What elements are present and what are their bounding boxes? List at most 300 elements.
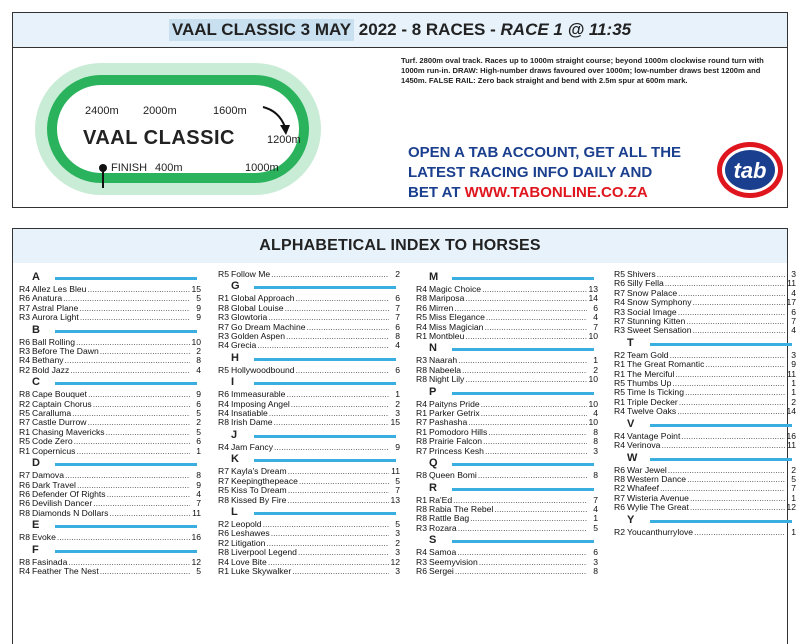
section-header bbox=[218, 452, 400, 467]
section-letter: D bbox=[32, 457, 40, 470]
race-number: R1 bbox=[416, 331, 427, 342]
section-letter: A bbox=[32, 271, 40, 283]
saddle-number: 11 bbox=[787, 278, 796, 289]
race-number: R3 bbox=[614, 306, 625, 317]
saddle-number: 9 bbox=[196, 389, 201, 400]
horse-name: Sergei bbox=[429, 565, 454, 576]
dot-leader bbox=[79, 304, 190, 313]
race-number: R4 bbox=[614, 297, 625, 308]
race-number: R6 bbox=[218, 389, 229, 400]
saddle-number: 10 bbox=[588, 398, 598, 409]
section-divider bbox=[254, 382, 396, 385]
index-column-4 bbox=[614, 270, 796, 537]
saddle-number: 9 bbox=[196, 302, 201, 313]
horse-name: Castle Durrow bbox=[32, 417, 87, 428]
saddle-number: 16 bbox=[786, 430, 796, 441]
saddle-number: 13 bbox=[390, 494, 400, 505]
saddle-number: 7 bbox=[395, 485, 400, 496]
dot-leader bbox=[298, 548, 389, 557]
dot-leader bbox=[70, 366, 190, 375]
race-number: R3 bbox=[416, 355, 427, 366]
horse-name: Social Image bbox=[627, 306, 677, 317]
saddle-number: 4 bbox=[593, 408, 598, 419]
dot-leader bbox=[657, 270, 785, 279]
dot-leader bbox=[87, 285, 190, 294]
promo-bet-at: BET AT bbox=[408, 184, 461, 201]
horse-name: Seemyvision bbox=[429, 556, 478, 567]
finish-marker: FINISH bbox=[111, 162, 148, 174]
race-number: R6 bbox=[19, 498, 30, 509]
race-number: R7 bbox=[416, 445, 427, 456]
race-number: R4 bbox=[416, 398, 427, 409]
horse-entry bbox=[218, 366, 400, 375]
dot-leader bbox=[274, 443, 389, 452]
horse-name: Naarah bbox=[429, 355, 458, 366]
horse-name: Insatiable bbox=[231, 408, 268, 419]
race-number: R5 bbox=[218, 485, 229, 496]
horse-name: Bold Jazz bbox=[32, 364, 70, 375]
race-number: R2 bbox=[614, 526, 625, 537]
saddle-number: 3 bbox=[791, 349, 796, 360]
section-header bbox=[416, 385, 598, 400]
horse-name: Liverpool Legend bbox=[231, 547, 297, 558]
race-number: R4 bbox=[614, 406, 625, 417]
horse-name: Hollywoodbound bbox=[231, 364, 295, 375]
dot-leader bbox=[465, 332, 587, 341]
dot-leader bbox=[287, 496, 389, 505]
race-number: R3 bbox=[19, 346, 30, 357]
horse-name: Ra'Ed bbox=[429, 494, 453, 505]
section-header bbox=[19, 323, 201, 338]
saddle-number: 2 bbox=[791, 396, 796, 407]
saddle-number: 8 bbox=[593, 436, 598, 447]
saddle-number: 6 bbox=[196, 398, 201, 409]
dot-leader bbox=[286, 390, 389, 399]
race-number: R5 bbox=[19, 408, 30, 419]
dot-leader bbox=[271, 529, 389, 538]
section-header bbox=[218, 351, 400, 366]
race-number: R2 bbox=[218, 537, 229, 548]
race-number: R8 bbox=[218, 547, 229, 558]
section-letter: H bbox=[231, 351, 239, 364]
dot-leader bbox=[685, 388, 785, 397]
horse-name: Devilish Dancer bbox=[32, 498, 93, 509]
saddle-number: 7 bbox=[395, 312, 400, 323]
promo-line-1: OPEN A TAB ACCOUNT, GET ALL THE bbox=[408, 144, 682, 161]
section-letter: J bbox=[231, 428, 238, 441]
distance-marker-1200: 1200m bbox=[267, 134, 301, 146]
section-header bbox=[614, 336, 796, 351]
dot-leader bbox=[291, 400, 389, 409]
horse-entry bbox=[218, 341, 400, 350]
race-number: R6 bbox=[19, 488, 30, 499]
horse-name: Pomodoro Hills bbox=[429, 426, 488, 437]
horse-name: Thumbs Up bbox=[627, 378, 672, 389]
index-title: ALPHABETICAL INDEX TO HORSES bbox=[13, 229, 787, 263]
saddle-number: 3 bbox=[791, 269, 796, 279]
saddle-number: 8 bbox=[593, 565, 598, 576]
dot-leader bbox=[63, 294, 190, 303]
horse-name: Kiss To Dream bbox=[231, 485, 287, 496]
horse-name: Snow Palace bbox=[627, 287, 678, 298]
horse-entry bbox=[218, 443, 400, 452]
dot-leader bbox=[478, 471, 587, 480]
distance-marker-1000: 1000m bbox=[245, 162, 279, 174]
promo-url-link[interactable]: WWW.TABONLINE.CO.ZA bbox=[464, 184, 648, 201]
section-divider bbox=[55, 330, 197, 333]
race-number: R8 bbox=[19, 507, 30, 518]
race-number: R1 bbox=[614, 396, 625, 407]
horse-name: Irish Dame bbox=[231, 417, 273, 428]
race-number: R8 bbox=[416, 364, 427, 375]
svg-text:tab: tab bbox=[733, 158, 767, 183]
dot-leader bbox=[693, 326, 786, 335]
horse-entry bbox=[614, 503, 796, 512]
dot-leader bbox=[470, 514, 587, 523]
dot-leader bbox=[80, 313, 190, 322]
horse-name: Verinova bbox=[627, 440, 661, 451]
race-number: R7 bbox=[614, 287, 625, 298]
dot-leader bbox=[93, 400, 190, 409]
dot-leader bbox=[693, 298, 786, 307]
saddle-number: 10 bbox=[588, 331, 598, 342]
saddle-number: 2 bbox=[196, 346, 201, 357]
saddle-number: 9 bbox=[395, 441, 400, 452]
race-number: R5 bbox=[218, 269, 229, 279]
section-header bbox=[19, 375, 201, 390]
horse-entry bbox=[19, 567, 201, 576]
dot-leader bbox=[694, 528, 785, 537]
race-number: R1 bbox=[218, 565, 229, 576]
dot-leader bbox=[72, 409, 190, 418]
section-letter: F bbox=[32, 543, 39, 556]
horse-name: Miss Magician bbox=[429, 321, 484, 332]
horse-name: The Great Romantic bbox=[627, 359, 705, 370]
dot-leader bbox=[481, 400, 587, 409]
horse-name: Kayla's Dream bbox=[231, 466, 287, 477]
horse-name: Imposing Angel bbox=[231, 398, 290, 409]
distance-marker-400: 400m bbox=[155, 162, 183, 174]
race-number: R4 bbox=[416, 547, 427, 558]
race-number: R6 bbox=[614, 464, 625, 475]
race-number: R1 bbox=[19, 426, 30, 437]
horse-name: Diamonds N Dollars bbox=[32, 507, 109, 518]
horse-name: Wylie The Great bbox=[627, 502, 689, 513]
race-number: R3 bbox=[19, 312, 30, 323]
horse-name: Defender Of Rights bbox=[32, 488, 106, 499]
horse-name: Rozara bbox=[429, 522, 457, 533]
dot-leader bbox=[678, 308, 785, 317]
section-divider bbox=[452, 392, 594, 395]
race-number: R2 bbox=[614, 483, 625, 494]
saddle-number: 1 bbox=[196, 445, 201, 456]
dot-leader bbox=[288, 467, 389, 476]
race-number: R8 bbox=[218, 417, 229, 428]
saddle-number: 1 bbox=[593, 513, 598, 524]
section-divider bbox=[452, 488, 594, 491]
race-number: R3 bbox=[218, 331, 229, 342]
track-information: Turf. 2800m oval track. Races up to 1000m straight course; beyond 1000m clockwise round turn with 1000m run-in. DRAW: High-number draws favoured over 1000m; low-number draws best 1200m and 1450m. FALSE RAIL: Zero back straight and bend with 2.5m spur at 600m mark. bbox=[401, 56, 764, 85]
race-number: R8 bbox=[416, 436, 427, 447]
dot-leader bbox=[661, 441, 785, 450]
section-letter: S bbox=[429, 534, 437, 547]
race-number: R7 bbox=[19, 302, 30, 313]
dot-leader bbox=[494, 505, 587, 514]
section-header bbox=[416, 456, 598, 471]
section-divider bbox=[55, 550, 197, 553]
horse-name: Code Zero bbox=[32, 436, 73, 447]
horse-name: Astral Plane bbox=[32, 302, 79, 313]
tab-logo bbox=[715, 140, 785, 200]
race-number: R3 bbox=[416, 556, 427, 567]
race-number: R4 bbox=[19, 565, 30, 576]
saddle-number: 4 bbox=[791, 287, 796, 298]
section-header bbox=[416, 270, 598, 285]
horse-name: Leshawes bbox=[231, 528, 270, 539]
race-number: R4 bbox=[218, 441, 229, 452]
race-number: R8 bbox=[416, 470, 427, 481]
section-divider bbox=[55, 463, 197, 466]
dot-leader bbox=[690, 494, 785, 503]
horse-name: Caralluma bbox=[32, 408, 72, 419]
horse-name: Immeasurable bbox=[231, 389, 286, 400]
dot-leader bbox=[109, 509, 190, 518]
race-number: R6 bbox=[218, 528, 229, 539]
dot-leader bbox=[296, 366, 389, 375]
horse-name: Magic Choice bbox=[429, 284, 482, 294]
section-divider bbox=[254, 358, 396, 361]
section-letter: M bbox=[429, 271, 439, 283]
saddle-number: 6 bbox=[593, 547, 598, 558]
saddle-number: 1 bbox=[395, 389, 400, 400]
race-number: R6 bbox=[416, 565, 427, 576]
saddle-number: 5 bbox=[395, 475, 400, 486]
horse-name: Rabia The Rebel bbox=[429, 503, 494, 514]
saddle-number: 5 bbox=[791, 473, 796, 484]
section-letter: K bbox=[231, 453, 239, 466]
race-number: R4 bbox=[614, 440, 625, 451]
saddle-number: 2 bbox=[593, 364, 598, 375]
dot-leader bbox=[106, 428, 190, 437]
saddle-number: 12 bbox=[786, 502, 796, 513]
section-letter: C bbox=[32, 376, 40, 389]
horse-name: Princess Kesh bbox=[429, 445, 484, 456]
section-divider bbox=[55, 382, 197, 385]
race-number: R3 bbox=[614, 325, 625, 336]
saddle-number: 3 bbox=[593, 556, 598, 567]
saddle-number: 6 bbox=[196, 436, 201, 447]
race-number: R4 bbox=[19, 284, 30, 294]
saddle-number: 7 bbox=[196, 498, 201, 509]
saddle-number: 3 bbox=[395, 565, 400, 576]
section-letter: P bbox=[429, 385, 437, 398]
race-number: R8 bbox=[416, 293, 427, 304]
saddle-number: 4 bbox=[593, 503, 598, 514]
dot-leader bbox=[107, 490, 190, 499]
saddle-number: 3 bbox=[593, 445, 598, 456]
horse-entry bbox=[416, 471, 598, 480]
horse-name: Youcanthurrylove bbox=[627, 526, 694, 537]
saddle-number: 5 bbox=[196, 293, 201, 304]
race-number: R6 bbox=[19, 336, 30, 347]
section-letter: B bbox=[32, 323, 40, 336]
saddle-number: 1 bbox=[593, 355, 598, 366]
race-number: R2 bbox=[614, 349, 625, 360]
dot-leader bbox=[690, 503, 785, 512]
saddle-number: 17 bbox=[786, 297, 796, 308]
section-header bbox=[19, 270, 201, 285]
saddle-number: 4 bbox=[791, 325, 796, 336]
horse-name: Time Is Ticking bbox=[627, 387, 684, 398]
horse-name: Global Approach bbox=[231, 293, 295, 304]
section-header bbox=[19, 518, 201, 533]
section-divider bbox=[452, 348, 594, 351]
dot-leader bbox=[488, 428, 587, 437]
race-number: R8 bbox=[19, 556, 30, 567]
race-number: R4 bbox=[218, 556, 229, 567]
horse-name: Twelve Oaks bbox=[627, 406, 677, 417]
saddle-number: 12 bbox=[191, 556, 201, 567]
dot-leader bbox=[458, 356, 587, 365]
race-number: R4 bbox=[416, 284, 427, 294]
section-letter: T bbox=[627, 336, 634, 349]
race-number: R1 bbox=[614, 368, 625, 379]
horse-name: Global Louise bbox=[231, 302, 284, 313]
horse-name: Samoa bbox=[429, 547, 457, 558]
race-number: R1 bbox=[19, 445, 30, 456]
section-letter: G bbox=[231, 280, 240, 293]
horse-name: Jam Fancy bbox=[231, 441, 274, 452]
race-number: R6 bbox=[19, 293, 30, 304]
horse-name: Chasing Mavericks bbox=[32, 426, 105, 437]
dot-leader bbox=[672, 379, 785, 388]
horse-name: The Merciful bbox=[627, 368, 675, 379]
saddle-number: 3 bbox=[395, 408, 400, 419]
horse-entry bbox=[218, 418, 400, 427]
promo-line-2: LATEST RACING INFO DAILY AND bbox=[408, 164, 653, 181]
dot-leader bbox=[88, 390, 190, 399]
race-number: R4 bbox=[218, 398, 229, 409]
dot-leader bbox=[482, 285, 587, 294]
horse-entry bbox=[614, 326, 796, 335]
saddle-number: 11 bbox=[192, 507, 201, 518]
saddle-number: 8 bbox=[593, 470, 598, 481]
dot-leader bbox=[458, 524, 587, 533]
section-header bbox=[19, 456, 201, 471]
race-number: R3 bbox=[416, 522, 427, 533]
race-number: R8 bbox=[416, 503, 427, 514]
horse-name: Cape Bouquet bbox=[32, 389, 87, 400]
horse-name: Fasinada bbox=[32, 556, 68, 567]
section-letter: N bbox=[429, 342, 437, 355]
race-number: R1 bbox=[416, 426, 427, 437]
race-number: R5 bbox=[614, 378, 625, 389]
saddle-number: 15 bbox=[191, 284, 201, 294]
section-divider bbox=[254, 459, 396, 462]
horse-name: Prairie Falcon bbox=[429, 436, 483, 447]
race-title-bar bbox=[13, 13, 787, 48]
meeting-name: VAAL CLASSIC 3 MAY bbox=[169, 19, 354, 41]
saddle-number: 6 bbox=[395, 364, 400, 375]
section-divider bbox=[452, 463, 594, 466]
horse-entry bbox=[416, 332, 598, 341]
saddle-number: 9 bbox=[791, 359, 796, 370]
dot-leader bbox=[679, 398, 785, 407]
horse-name: Whafeef bbox=[627, 483, 660, 494]
horse-name: Follow Me bbox=[231, 269, 271, 279]
section-divider bbox=[650, 343, 792, 346]
horse-entry bbox=[614, 528, 796, 537]
saddle-number: 5 bbox=[395, 518, 400, 529]
horse-name: Paityns Pride bbox=[429, 398, 480, 409]
dot-leader bbox=[100, 347, 190, 356]
saddle-number: 7 bbox=[791, 483, 796, 494]
saddle-number: 2 bbox=[791, 464, 796, 475]
section-header bbox=[416, 481, 598, 496]
horse-name: War Jewel bbox=[627, 464, 667, 475]
dot-leader bbox=[65, 356, 190, 365]
section-divider bbox=[254, 512, 396, 515]
dot-leader bbox=[100, 567, 190, 576]
horse-name: Allez Les Bleu bbox=[32, 284, 87, 294]
race-number: R5 bbox=[218, 364, 229, 375]
dot-leader bbox=[296, 294, 389, 303]
race-time: RACE 1 @ 11:35 bbox=[500, 20, 632, 39]
saddle-number: 1 bbox=[791, 526, 796, 537]
horse-name: Love Bite bbox=[231, 556, 267, 567]
saddle-number: 8 bbox=[395, 331, 400, 342]
race-number: R1 bbox=[218, 293, 229, 304]
saddle-number: 5 bbox=[196, 565, 201, 576]
dot-leader bbox=[465, 294, 587, 303]
race-number: R8 bbox=[416, 513, 427, 524]
race-number: R7 bbox=[614, 492, 625, 503]
horse-name: Keepingthepeace bbox=[231, 475, 298, 486]
race-number: R1 bbox=[416, 494, 427, 505]
race-number: R4 bbox=[614, 430, 625, 441]
race-number: R8 bbox=[19, 532, 30, 543]
saddle-number: 8 bbox=[593, 426, 598, 437]
index-column-3 bbox=[416, 270, 598, 576]
horse-name: Parker Getrix bbox=[429, 408, 480, 419]
promo-line-3 bbox=[408, 183, 681, 203]
horse-name: Copernicus bbox=[32, 445, 76, 456]
saddle-number: 13 bbox=[588, 284, 598, 294]
saddle-number: 8 bbox=[196, 470, 201, 481]
saddle-number: 7 bbox=[593, 494, 598, 505]
saddle-number: 10 bbox=[588, 417, 598, 428]
horse-name: Evoke bbox=[32, 532, 56, 543]
distance-marker-2000: 2000m bbox=[143, 105, 177, 117]
section-letter: V bbox=[627, 417, 635, 430]
dot-leader bbox=[288, 486, 389, 495]
section-header bbox=[416, 341, 598, 356]
dot-leader bbox=[274, 418, 389, 427]
horse-entry bbox=[19, 447, 201, 456]
horse-name: Snow Symphony bbox=[627, 297, 692, 308]
saddle-number: 15 bbox=[390, 417, 400, 428]
race-number: R4 bbox=[416, 321, 427, 332]
horse-name: Night Lily bbox=[429, 374, 465, 385]
horse-index-panel bbox=[12, 228, 796, 644]
section-header bbox=[218, 505, 400, 520]
dot-leader bbox=[462, 366, 587, 375]
saddle-number: 9 bbox=[196, 312, 201, 323]
saddle-number: 9 bbox=[196, 479, 201, 490]
horse-name: Anatura bbox=[32, 293, 63, 304]
race-number: R7 bbox=[218, 475, 229, 486]
dot-leader bbox=[677, 407, 785, 416]
